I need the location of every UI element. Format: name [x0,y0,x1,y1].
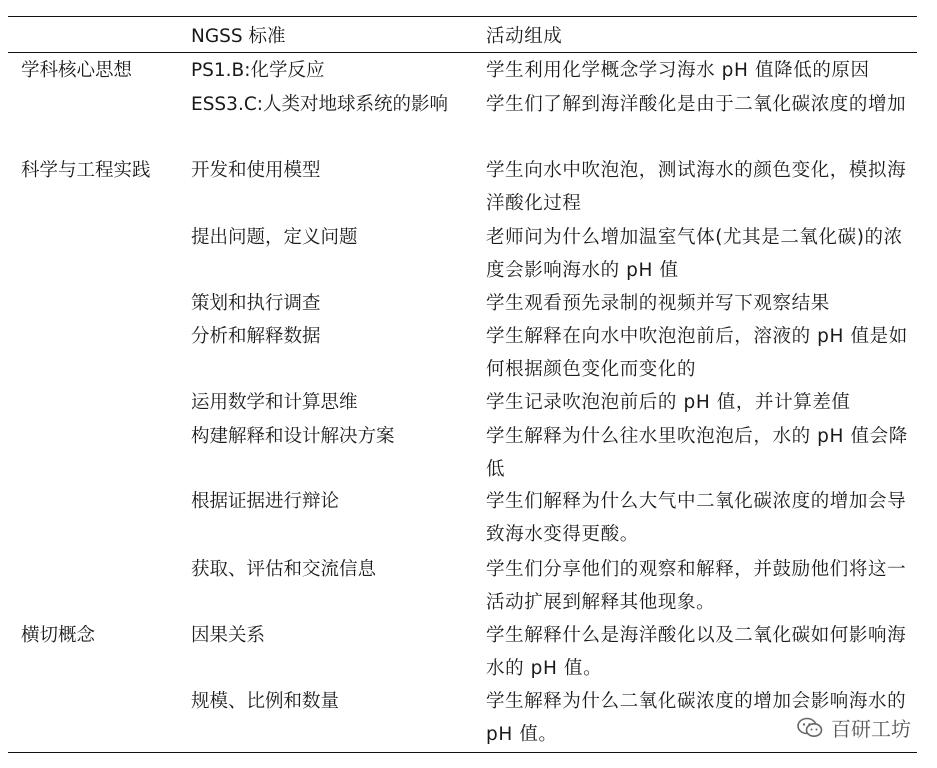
category-cell: 科学与工程实践 [21,160,151,181]
watermark [797,713,911,742]
activity-cell: 学生们了解到海洋酸化是由于二氧化碳浓度的增加 [486,94,907,115]
bottom-rule [8,752,917,753]
header-rule [8,52,917,53]
standard-cell: 构建解释和设计解决方案 [191,426,395,447]
wechat-icon [797,717,823,739]
standard-cell: ESS3.C:人类对地球系统的影响 [191,94,448,115]
standard-cell: 规模、比例和数量 [191,691,340,712]
standard-cell: 开发和使用模型 [191,160,321,181]
header-ngss-standard: NGSS 标准 [191,26,286,47]
standard-cell: 运用数学和计算思维 [191,392,358,413]
standard-cell: 获取、评估和交流信息 [191,559,377,580]
category-cell: 学科核心思想 [21,60,133,81]
standard-cell: 因果关系 [191,625,266,646]
activity-cell: 学生解释什么是海洋酸化以及二氧化碳如何影响海水的 pH 值。 [486,625,907,679]
activity-cell: 学生记录吹泡泡前后的 pH 值，并计算差值 [486,392,851,413]
standard-cell: 分析和解释数据 [191,326,321,347]
standard-cell: 根据证据进行辩论 [191,491,340,512]
activity-cell: 学生利用化学概念学习海水 pH 值降低的原因 [486,60,870,81]
activity-cell: 学生观看预先录制的视频并写下观察结果 [486,293,830,314]
activity-cell: 学生向水中吹泡泡，测试海水的颜色变化，模拟海洋酸化过程 [486,160,907,214]
activity-cell: 学生们分享他们的观察和解释，并鼓励他们将这一活动扩展到解释其他现象。 [486,559,907,613]
activity-cell: 学生解释为什么二氧化碳浓度的增加会影响海水的 pH 值。 [486,691,907,745]
standard-cell: 提出问题，定义问题 [191,227,358,248]
watermark-text: 百研工坊 [831,717,911,741]
activity-cell: 学生解释为什么往水里吹泡泡后，水的 pH 值会降低 [486,426,908,480]
activity-cell: 老师问为什么增加温室气体(尤其是二氧化碳)的浓度会影响海水的 pH 值 [486,227,903,281]
standard-cell: 策划和执行调查 [191,293,321,314]
header-activity: 活动组成 [486,26,563,47]
category-cell: 横切概念 [21,625,96,646]
standard-cell: PS1.B:化学反应 [191,60,325,81]
activity-cell: 学生解释在向水中吹泡泡前后，溶液的 pH 值是如何根据颜色变化而变化的 [486,326,908,380]
activity-cell: 学生们解释为什么大气中二氧化碳浓度的增加会导致海水变得更酸。 [486,491,907,545]
top-rule [8,16,917,17]
